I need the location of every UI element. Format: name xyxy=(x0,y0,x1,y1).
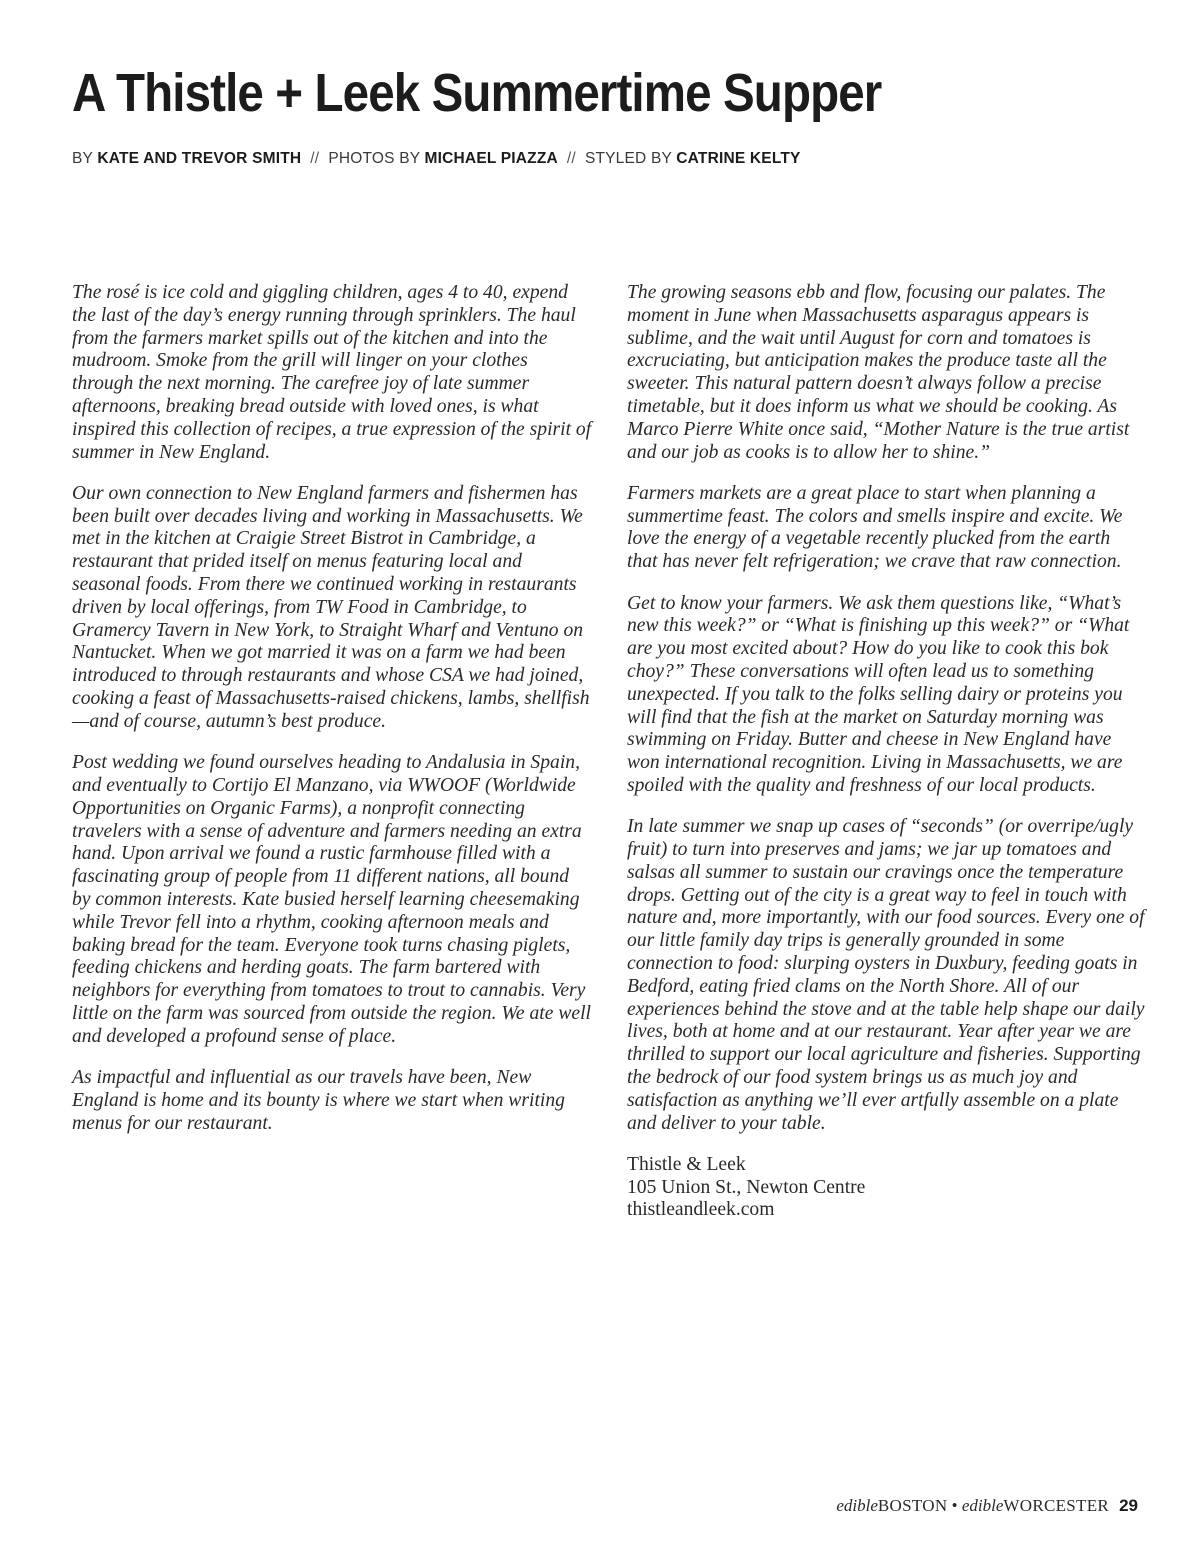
body-paragraph: The growing seasons ebb and flow, focusing our palates. The moment in June when Massachusetts asparagus appears is sublime, and the wait until August for corn and tomatoes is excruciating, but anticipation makes the produce taste all the sweeter. This natural pattern doesn’t always follow a precise timetable, but it does inform us what we should be cooking. As Marco Pierre White once said, “Mother Nature is the true artist and our job as cooks is to allow her to shine.” xyxy=(627,282,1130,463)
page-number: 29 xyxy=(1119,1496,1138,1515)
restaurant-address xyxy=(627,1154,1145,1222)
byline-stylist: CATRINE KELTY xyxy=(676,150,801,167)
byline-photographer: MICHAEL PIAZZA xyxy=(424,150,558,167)
body-paragraph: The rosé is ice cold and giggling children, ages 4 to 40, expend the last of the day’s energy running through sprinklers. The haul from the farmers market spills out of the kitchen and into the mudroom. Smoke from the grill will linger on your clothes through the next morning. The carefree joy of late summer afternoons, breaking bread outside with loved ones, is what inspired this collection of recipes, a true expression of the spirit of summer in New England. xyxy=(72,282,592,463)
footer-edible-worcester-prefix: edible xyxy=(961,1496,1004,1515)
right-column xyxy=(627,282,1145,1222)
body-paragraph: Our own connection to New England farmers and fishermen has been built over decades living and working in Massachusetts. We met in the kitchen at Craigie Street Bistrot in Cambridge, a restaurant that prided itself on menus featuring local and seasonal foods. From there we continued working in restaurants driven by local offerings, from TW Food in Cambridge, to Gramercy Tavern in New York, to Straight Wharf and Ventuno on Nantucket. When we got married it was on a farm we had been introduced to through restaurants and whose CSA we had joined, cooking a feast of Massachusetts-raised chickens, lambs, shellfish—and of course, autumn’s best produce. xyxy=(72,482,590,732)
footer-edible-boston-city: BOSTON xyxy=(877,1496,948,1515)
footer-edible-boston-prefix: edible xyxy=(836,1496,878,1515)
footer-edible-worcester-city: WORCESTER xyxy=(1003,1496,1110,1515)
byline-styled-prefix: STYLED BY xyxy=(584,150,672,167)
restaurant-name: Thistle & Leek xyxy=(627,1153,746,1175)
byline-photos-prefix: PHOTOS BY xyxy=(328,150,420,167)
byline xyxy=(72,149,801,169)
restaurant-website: thistleandleek.com xyxy=(627,1199,775,1221)
page-footer xyxy=(836,1494,1138,1518)
body-paragraph: In late summer we snap up cases of “seconds” (or overripe/ugly fruit) to turn into preserves and jams; we jar up tomatoes and salsas all summer to sustain our cravings once the temperature drops. Getting out of the city is a great way to feel in touch with nature and, more importantly, with our food sources. Every one of our little family day trips is generally grounded in some connection to food: slurping oysters in Duxbury, feeding goats in Bedford, eating fried clams on the North Shore. All of our experiences behind the stove and at the table help shape our daily lives, both at home and at our restaurant. Year after year we are thrilled to support our local agriculture and fisheries. Supporting the bedrock of our food system brings us as much joy and satisfaction as anything we’ll ever artfully assemble on a plate and deliver to your table. xyxy=(627,816,1145,1134)
body-paragraph: Get to know your farmers. We ask them questions like, “What’s new this week?” or “What is finishing up this week?” or “What are you most excited about? How do you like to cook this bok choy?” These conversations will often lead us to something unexpected. If you talk to the folks selling dairy or proteins you will find that the fish at the market on Saturday morning was swimming on Friday. Butter and cheese in New England have won international recognition. Living in Massachusetts, we are spoiled with the quality and freshness of our local products. xyxy=(627,592,1130,796)
article-title: A Thistle + Leek Summertime Supper xyxy=(72,63,882,123)
footer-bullet: • xyxy=(951,1496,958,1515)
byline-separator: // xyxy=(566,150,576,167)
byline-separator: // xyxy=(310,150,320,167)
left-column xyxy=(72,282,592,1154)
restaurant-street: 105 Union St., Newton Centre xyxy=(627,1176,866,1198)
body-paragraph: Farmers markets are a great place to start when planning a summertime feast. The colors and smells inspire and excite. We love the energy of a vegetable recently plucked from the earth that has never felt refrigeration; we crave that raw connection. xyxy=(627,482,1123,573)
byline-authors: KATE AND TREVOR SMITH xyxy=(97,150,302,167)
body-paragraph: Post wedding we found ourselves heading to Andalusia in Spain, and eventually to Cortijo El Manzano, via WWOOF (Worldwide Opportunities on Organic Farms), a nonprofit connecting travelers with a sense of adventure and farmers needing an extra hand. Upon arrival we found a rustic farmhouse filled with a fascinating group of people from 11 different nations, all bound by common interests. Kate busied herself learning cheesemaking while Trevor fell into a rhythm, cooking afternoon meals and baking bread for the team. Everyone took turns chasing piglets, feeding chickens and herding goats. The farm bartered with neighbors for everything from tomatoes to trout to cannabis. Very little on the farm was sourced from outside the region. We ate well and developed a profound sense of place. xyxy=(72,752,592,1047)
body-paragraph: As impactful and influential as our travels have been, New England is home and its bounty is where we start when writing menus for our restaurant. xyxy=(72,1067,565,1134)
byline-by-prefix: BY xyxy=(72,150,93,167)
